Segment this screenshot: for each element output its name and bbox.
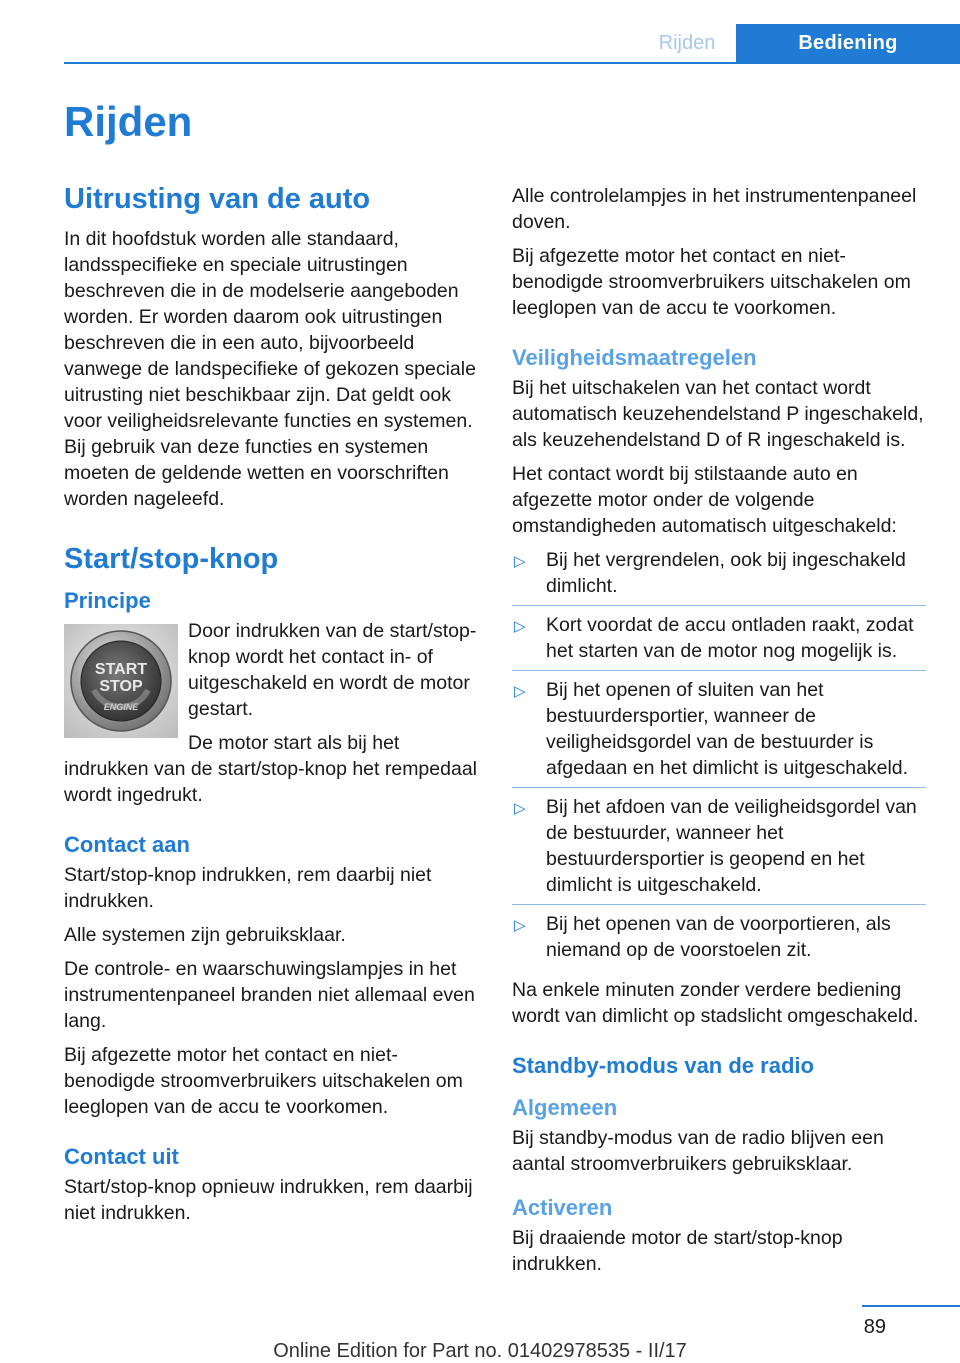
section-title-start-stop: Start/stop-knop	[64, 543, 279, 575]
paragraph-right-1: Alle controlelampjes in het instrumentenpaneel doven.	[512, 185, 917, 233]
footer-divider	[862, 1305, 960, 1307]
paragraph-contact-aan-3: De controle- en waarschuwingslampjes in het instrumentenpaneel branden niet allemaal even lang.	[64, 958, 475, 1032]
subsection-title-activeren: Activeren	[512, 1195, 613, 1220]
header-tabs	[638, 24, 960, 62]
subsection-title-contact-aan: Contact aan	[64, 832, 190, 857]
footer-edition: Online Edition for Part no. 01402978535 - II/17	[273, 1340, 687, 1362]
start-stop-button-icon	[64, 624, 178, 738]
paragraph-contact-aan-2: Alle systemen zijn gebruiksklaar.	[64, 924, 346, 946]
triangle-bullet-icon: ▷	[514, 800, 526, 817]
list-item: ▷ Bij het afdoen van de veiligheidsgordel van de bestuurder, wanneer het bestuurdersportier is geopend en het dimlicht is uitgeschakeld.	[512, 787, 926, 904]
list-item: ▷ Bij het openen of sluiten van het bestuurdersportier, wanneer de veiligheidsgordel van de bestuurder is afgedaan en het dimlicht is uitgeschakeld.	[512, 670, 926, 787]
header-tab-bediening[interactable]: Bediening	[736, 24, 960, 62]
paragraph-principe-1: Door indrukken van de start/stop-knop wordt het contact in- of uitgeschakeld en wordt de motor gestart.	[188, 620, 477, 720]
subsection-title-contact-uit: Contact uit	[64, 1144, 179, 1169]
paragraph-contact-uit-1: Start/stop-knop opnieuw indrukken, rem daarbij niet indrukken.	[64, 1176, 473, 1224]
chapter-title: Rijden	[64, 98, 193, 145]
paragraph-contact-aan-4: Bij afgezette motor het contact en niet-benodigde stroomverbruikers uitschakelen om leeglopen van de accu te voorkomen.	[64, 1044, 463, 1118]
condition-list	[512, 547, 926, 969]
paragraph-veiligheid-1: Bij het uitschakelen van het contact wordt automatisch keuzehendelstand P ingeschakeld, als keuzehendelstand D of R ingeschakeld is.	[512, 377, 924, 451]
list-item: ▷ Bij het vergrendelen, ook bij ingeschakeld dimlicht.	[514, 549, 906, 597]
left-column	[64, 180, 478, 1234]
button-text-start: START	[94, 661, 148, 678]
button-text-stop: STOP	[99, 678, 143, 695]
paragraph-principe-2: De motor start als bij het indrukken van de start/stop-knop het rempedaal wordt ingedrukt.	[64, 732, 477, 806]
paragraph-contact-aan-1: Start/stop-knop indrukken, rem daarbij niet indrukken.	[64, 864, 432, 912]
triangle-bullet-icon: ▷	[514, 618, 526, 635]
subsection-title-principe: Principe	[64, 588, 151, 613]
header-tab-rijden[interactable]: Rijden	[658, 32, 716, 54]
paragraph-activeren-1: Bij draaiende motor de start/stop-knop indrukken.	[512, 1227, 843, 1275]
page-number: 89	[863, 1316, 886, 1338]
paragraph-veiligheid-2: Het contact wordt bij stilstaande auto en afgezette motor onder de volgende omstandigheden automatisch uitgeschakeld:	[512, 463, 897, 537]
subsection-title-algemeen: Algemeen	[512, 1095, 618, 1120]
button-text-engine: ENGINE	[103, 702, 139, 712]
paragraph-veiligheid-3: Na enkele minuten zonder verdere bediening wordt van dimlicht op stadslicht omgeschakeld.	[512, 979, 919, 1027]
paragraph-uitrusting: In dit hoofdstuk worden alle standaard, landsspecifieke en speciale uitrustingen beschreven die in de modelserie aangeboden worden. Er worden daarom ook uitrustingen beschreven die in een auto, bijvoorbeeld vanwege de landspecifieke of gekozen speciale uitrusting niet beschikbaar zijn. Dat geldt ook voor veiligheidsrelevante functies en systemen. Bij gebruik van deze functies en systemen moeten de geldende wetten en voorschriften worden nageleefd.	[64, 228, 476, 510]
paragraph-right-2: Bij afgezette motor het contact en niet-benodigde stroomverbruikers uitschakelen om leeglopen van de accu te voorkomen.	[512, 245, 911, 319]
triangle-bullet-icon: ▷	[514, 917, 526, 934]
header-divider	[64, 62, 960, 64]
right-column	[512, 183, 926, 1285]
paragraph-algemeen-1: Bij standby-modus van de radio blijven een aantal stroomverbruikers gebruiksklaar.	[512, 1127, 884, 1175]
triangle-bullet-icon: ▷	[514, 553, 526, 570]
subsection-title-veiligheid: Veiligheidsmaatregelen	[512, 345, 757, 370]
list-item: ▷ Kort voordat de accu ontladen raakt, zodat het starten van de motor nog mogelijk is.	[512, 605, 926, 670]
section-title-uitrusting: Uitrusting van de auto	[64, 183, 371, 215]
triangle-bullet-icon: ▷	[514, 683, 526, 700]
list-item: ▷ Bij het openen van de voorportieren, als niemand op de voorstoelen zit.	[512, 904, 926, 969]
subsection-title-standby: Standby-modus van de radio	[512, 1053, 814, 1078]
